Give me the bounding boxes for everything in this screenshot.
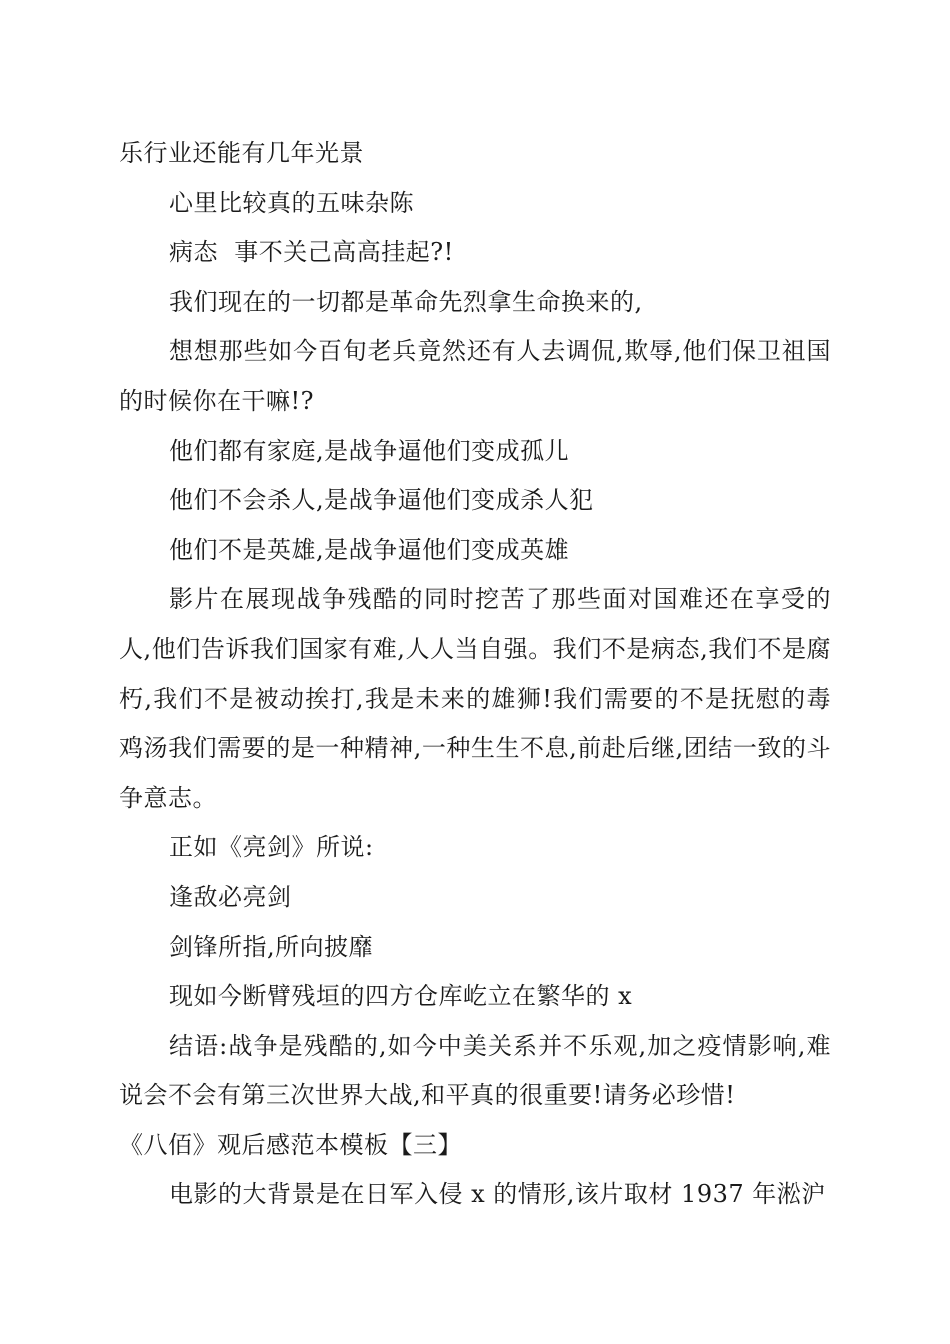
paragraph: 我们现在的一切都是革命先烈拿生命换来的, (169, 287, 643, 316)
paragraph: 他们不是英雄,是战争逼他们变成英雄 (169, 535, 570, 564)
paragraph: 影片在展现战争残酷的同时挖苦了那些面对国难还在享受的人,他们告诉我们国家有难,人人当自强。我们不是病态,我们不是腐朽,我们不是被动挨打,我是未来的雄狮!我们需要的不是抚慰的毒鸡汤我们需要的是一种精神,一种生生不息,前赴后继,团结一致的斗争意志。 (119, 585, 831, 812)
paragraph: 剑锋所指,所向披靡 (169, 932, 374, 961)
paragraph: 正如《亮剑》所说: (169, 833, 374, 862)
paragraph: 他们都有家庭,是战争逼他们变成孤儿 (169, 436, 570, 465)
paragraph: 现如今断臂残垣的四方仓库屹立在繁华的 x (169, 982, 633, 1011)
paragraph: 电影的大背景是在日军入侵 x 的情形,该片取材 1937 年淞沪 (169, 1180, 826, 1209)
paragraph: 想想那些如今百旬老兵竟然还有人去调侃,欺辱,他们保卫祖国的时候你在干嘛!? (119, 337, 831, 415)
paragraph: 心里比较真的五味杂陈 (169, 188, 414, 217)
document-body (119, 129, 831, 1220)
paragraph: 逢敌必亮剑 (169, 882, 292, 911)
paragraph: 病态 事不关己高高挂起?! (169, 238, 454, 267)
paragraph: 结语:战争是残酷的,如今中美关系并不乐观,加之疫情影响,难说会不会有第三次世界大战,和平真的很重要!请务必珍惜! (119, 1031, 831, 1110)
paragraph-continuation: 乐行业还能有几年光景 (119, 139, 364, 167)
section-heading: 《八佰》观后感范本模板【三】 (119, 1130, 462, 1159)
paragraph: 他们不会杀人,是战争逼他们变成杀人犯 (169, 486, 594, 515)
